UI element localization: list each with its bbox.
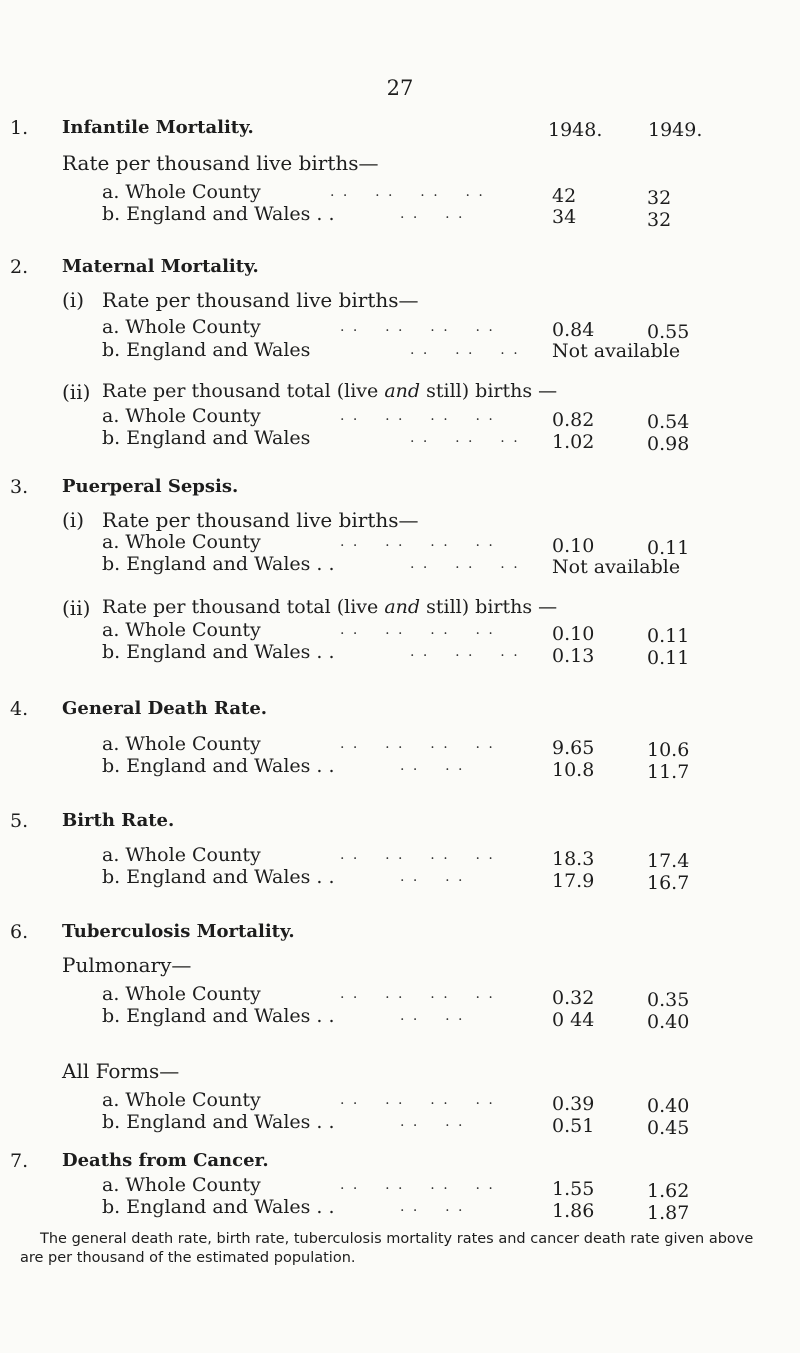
value-1949: 0.11 (647, 537, 690, 559)
section-number: 4. (10, 698, 29, 720)
value-1948: 0.84 (552, 319, 595, 341)
section-number: 3. (10, 476, 29, 498)
page-number: 27 (386, 76, 414, 100)
part-heading: Rate per thousand total (live and still) births — (102, 380, 558, 402)
dot-leaders: . . . . . . . . (340, 534, 495, 550)
part-heading: Rate per thousand total (live and still) births — (102, 596, 558, 618)
value-1949: 0.40 (647, 1011, 690, 1033)
column-header-1948: 1948. (548, 119, 603, 141)
value-1948: 1.55 (552, 1178, 595, 1200)
row-label: a. Whole County (102, 531, 261, 553)
dot-leaders: . . . . . . . . (340, 1092, 495, 1108)
value-1949: 11.7 (647, 761, 690, 783)
value-1948: 0 44 (552, 1009, 595, 1031)
row-label: b. England and Wales . . (102, 1111, 335, 1133)
dot-leaders: . . . . (400, 758, 465, 774)
value-1949: 32 (647, 187, 672, 209)
dot-leaders: . . . . . . . . (330, 184, 485, 200)
row-label: b. England and Wales . . (102, 553, 335, 575)
value-1949: 1.87 (647, 1202, 690, 1224)
value-1948: 0.10 (552, 623, 595, 645)
value-1949: 16.7 (647, 872, 690, 894)
row-label: a. Whole County (102, 983, 261, 1005)
subsection-heading: Pulmonary— (62, 953, 192, 977)
row-label: a. Whole County (102, 1089, 261, 1111)
value-1948: 0.13 (552, 645, 595, 667)
row-label: b. England and Wales (102, 339, 311, 361)
row-label: b. England and Wales . . (102, 866, 335, 888)
section-number: 5. (10, 810, 29, 832)
value-1948: 17.9 (552, 870, 595, 892)
part-number: (ii) (62, 596, 91, 620)
row-label: b. England and Wales . . (102, 1005, 335, 1027)
dot-leaders: . . . . . . (410, 342, 520, 358)
section-number: 7. (10, 1150, 29, 1172)
dot-leaders: . . . . . . . . (340, 847, 495, 863)
dot-leaders: . . . . . . . . (340, 622, 495, 638)
column-header-1949: 1949. (648, 119, 703, 141)
value-1949: 1.62 (647, 1180, 690, 1202)
value-1949: 17.4 (647, 850, 690, 872)
row-label: a. Whole County (102, 1174, 261, 1196)
dot-leaders: . . . . . . . . (340, 1177, 495, 1193)
section-intro: Rate per thousand live births— (62, 151, 379, 175)
value-1949: 32 (647, 209, 672, 231)
row-label: a. Whole County (102, 316, 261, 338)
not-available-note: Not available (552, 340, 681, 362)
row-label: b. England and Wales . . (102, 203, 335, 225)
part-number: (ii) (62, 380, 91, 404)
section-number: 2. (10, 256, 29, 278)
value-1949: 0.11 (647, 647, 690, 669)
row-label: a. Whole County (102, 181, 261, 203)
value-1948: 34 (552, 206, 577, 228)
section-title: Tuberculosis Mortality. (62, 921, 295, 942)
row-label: b. England and Wales . . (102, 755, 335, 777)
dot-leaders: . . . . (400, 1114, 465, 1130)
row-label: b. England and Wales (102, 427, 311, 449)
section-title: Birth Rate. (62, 810, 175, 831)
section-title: Maternal Mortality. (62, 256, 259, 277)
row-label: a. Whole County (102, 844, 261, 866)
part-number: (i) (62, 508, 85, 532)
section-number: 1. (10, 117, 29, 139)
value-1949: 0.55 (647, 321, 690, 343)
row-label: b. England and Wales . . (102, 1196, 335, 1218)
dot-leaders: . . . . . . (410, 430, 520, 446)
section-title: Deaths from Cancer. (62, 1150, 269, 1171)
value-1949: 0.35 (647, 989, 690, 1011)
dot-leaders: . . . . (400, 1199, 465, 1215)
value-1949: 0.11 (647, 625, 690, 647)
dot-leaders: . . . . (400, 1008, 465, 1024)
dot-leaders: . . . . (400, 206, 465, 222)
footnote: The general death rate, birth rate, tuberculosis mortality rates and cancer death rate given above are per thousand of the estimated population. (20, 1231, 754, 1266)
dot-leaders: . . . . . . (410, 644, 520, 660)
dot-leaders: . . . . . . . . (340, 319, 495, 335)
row-label: a. Whole County (102, 405, 261, 427)
value-1948: 0.10 (552, 535, 595, 557)
value-1949: 10.6 (647, 739, 690, 761)
value-1948: 0.51 (552, 1115, 595, 1137)
dot-leaders: . . . . . . (410, 556, 520, 572)
value-1948: 9.65 (552, 737, 595, 759)
row-label: b. England and Wales . . (102, 641, 335, 663)
dot-leaders: . . . . . . . . (340, 736, 495, 752)
subsection-heading: All Forms— (62, 1059, 180, 1083)
part-heading: Rate per thousand live births— (102, 288, 419, 312)
row-label: a. Whole County (102, 619, 261, 641)
value-1948: 0.32 (552, 987, 595, 1009)
value-1949: 0.40 (647, 1095, 690, 1117)
section-number: 6. (10, 921, 29, 943)
row-label: a. Whole County (102, 733, 261, 755)
part-heading: Rate per thousand live births— (102, 508, 419, 532)
section-title: General Death Rate. (62, 698, 268, 719)
dot-leaders: . . . . . . . . (340, 986, 495, 1002)
value-1948: 10.8 (552, 759, 595, 781)
value-1948: 0.82 (552, 409, 595, 431)
value-1949: 0.54 (647, 411, 690, 433)
part-number: (i) (62, 288, 85, 312)
value-1948: 18.3 (552, 848, 595, 870)
value-1949: 0.98 (647, 433, 690, 455)
not-available-note: Not available (552, 556, 681, 578)
value-1948: 1.86 (552, 1200, 595, 1222)
value-1948: 42 (552, 185, 577, 207)
value-1949: 0.45 (647, 1117, 690, 1139)
dot-leaders: . . . . . . . . (340, 408, 495, 424)
section-title: Puerperal Sepsis. (62, 476, 239, 497)
value-1948: 0.39 (552, 1093, 595, 1115)
value-1948: 1.02 (552, 431, 595, 453)
section-title: Infantile Mortality. (62, 117, 254, 138)
dot-leaders: . . . . (400, 869, 465, 885)
